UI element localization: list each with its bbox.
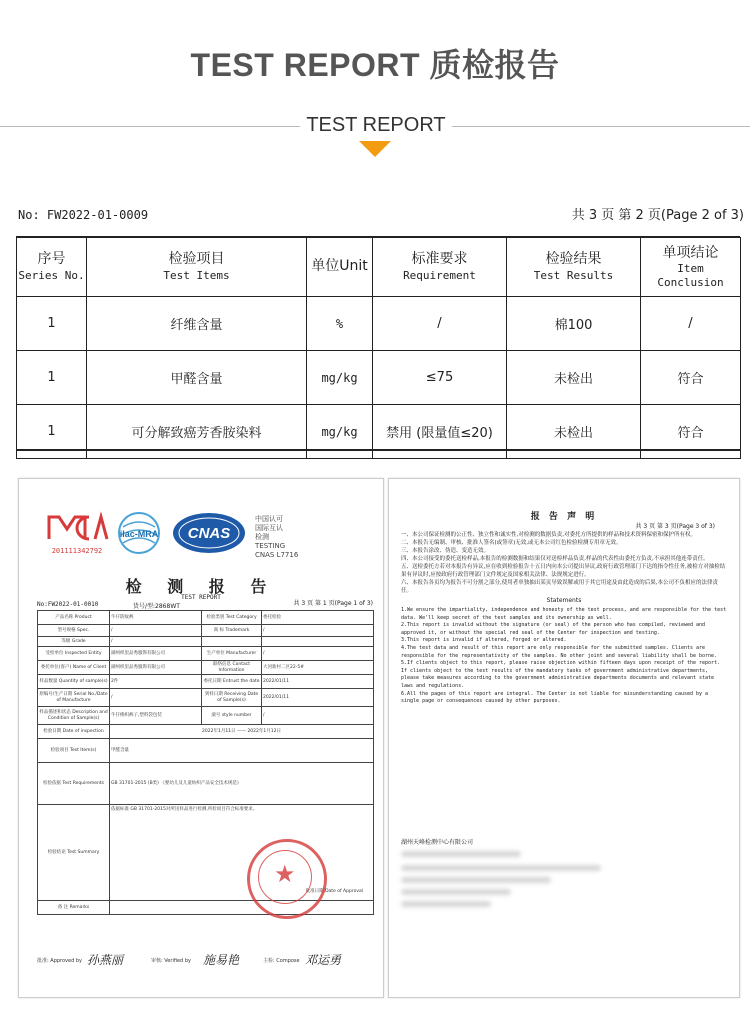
doc-subtitle: TEST REPORT [181, 594, 221, 601]
cell-result: 未检出 [507, 405, 641, 459]
cell-result: 未检出 [507, 351, 641, 405]
blurred-text [401, 865, 601, 871]
cell-no: 1 [17, 297, 87, 351]
doc-title: 检 测 报 告 [125, 577, 277, 596]
report-number: No: FW2022-01-0009 [18, 208, 149, 222]
statement-title: 报 告 声 明 [530, 512, 598, 522]
hero-title [0, 40, 750, 86]
statements-heading: Statements [546, 597, 582, 604]
cell-item: 可分解致癌芳香胺染料 [87, 405, 307, 459]
cell-no: 1 [17, 351, 87, 405]
statement-footer: 湖州天峰检测中心有限公司 [401, 839, 474, 846]
down-arrow-icon [359, 141, 391, 157]
cell-unit: mg/kg [307, 351, 373, 405]
divider-line-right [452, 126, 750, 127]
cell-conclusion: 符合 [641, 405, 741, 459]
report-meta [18, 204, 744, 226]
table-bottom-rule [16, 449, 740, 451]
results-table [16, 237, 741, 459]
cma-code: 201111342792 [51, 547, 103, 555]
cell-requirement: ≤75 [373, 351, 507, 405]
header-requirement: 标准要求 Requirement [373, 238, 507, 297]
header-results: 检验结果 Test Results [507, 238, 641, 297]
cell-result: 棉100 [507, 297, 641, 351]
cell-item: 甲醛含量 [87, 351, 307, 405]
header-series: 序号 Series No. [17, 238, 87, 297]
cell-unit: % [307, 297, 373, 351]
cnas-logo-icon [171, 509, 247, 557]
doc-page: 共 3 页 第 1 页(Page 1 of 3) [293, 600, 373, 607]
cell-conclusion: / [641, 297, 741, 351]
signature-line: 批准: Approved by 孙燕丽 审核: Verified by 施易艳 主检: Compose 邓运勇 [37, 953, 342, 967]
doc-sample: 货号/型:2868WT [133, 603, 180, 610]
header-conclusion: 单项结论 Item Conclusion [641, 238, 741, 297]
section-subtitle: TEST REPORT [306, 114, 446, 136]
doc-info-table: 产品名称 Product 牛仔防蚊裤 检验类别 Test Category 委托检验 型号规格 Spec. / 商 标 Trademark / 等级 Grade / 受检单位 Inspected Entity 湖州织里品秀服饰有限公司 生产单位 Manufacturer / 委托单位(客户) Name of Client 湖州织里品秀服饰有限公司 联络信息 Contact Information 大河新村二区22-5# 样品数量 Quantity of sample(s) 2件 委托日期 Entrust the date 2022/01/11 原编号/生产日期 Serial No./Date of Manufacture / 到样日期 Receiving Date of Sample(s) 2022/01/11 样品描述和状态 Description and Condition of Sample(s) 牛仔梭织裤子,塑料袋包装 滚号 style number / 检验日期 Date of inspection 2022年1月11日 —— 2022年1月12日 检验项目 Test Item(s) 甲醛含量 检验依据 Test Requirements GB 31701-2015 (B类) 《婴幼儿及儿童纺织产品安全技术规范》 检验结论 Test Summary 依据标准 GB 31701-2015对所送样品进行检测,所检项目符合标准要求。 批准日期 Date of Approval 备 注 Remarks [37, 610, 374, 915]
header-unit: 单位Unit [307, 238, 373, 297]
cnas-caption: 中国认可 国际互认 检测 TESTING CNAS L7716 [255, 515, 299, 559]
cell-conclusion: 符合 [641, 351, 741, 405]
report-page: 共 3 页 第 2 页(Page 2 of 3) [571, 208, 744, 223]
composer-signature: 邓运勇 [305, 953, 342, 967]
certification-logos [45, 509, 365, 565]
hero-title-en: TEST REPORT [190, 47, 430, 83]
table-row [17, 297, 741, 351]
cell-requirement: 禁用 (限量值≤20) [373, 405, 507, 459]
red-seal-icon: ★ [247, 839, 327, 919]
section-divider [0, 112, 750, 142]
divider-line-left [0, 126, 300, 127]
blurred-text [401, 877, 551, 883]
cell-item: 纤维含量 [87, 297, 307, 351]
table-header-row [17, 238, 741, 297]
blurred-text [401, 901, 491, 907]
report-page-3-image [388, 478, 740, 998]
cnas-text: CNAS [187, 525, 231, 542]
statement-page: 共 3 页 第 3 页(Page 3 of 3) [635, 523, 715, 530]
report-page-1-image [18, 478, 384, 998]
cell-unit: mg/kg [307, 405, 373, 459]
cma-logo-icon [45, 509, 109, 557]
hero-title-cn: 质检报告 [429, 46, 560, 84]
blurred-text [401, 889, 511, 895]
cell-no: 1 [17, 405, 87, 459]
doc-number: No:FW2022-01-0010 [37, 601, 99, 608]
blurred-text [401, 851, 521, 857]
ilac-mra-logo-icon [113, 511, 165, 557]
ilac-text: ilac-MRA [119, 529, 159, 539]
cell-requirement: / [373, 297, 507, 351]
approver-signature: 孙燕丽 [87, 953, 124, 967]
verifier-signature: 施易艳 [203, 953, 240, 967]
statement-body: 一、本公司保证检测的公正性、独立性和诚实性,对检测的数据负责,对委托方所提供的样品和技术资料保密和保护所有权。 二、本报告无编制、审核、批准人签名(或签章)无效,或无本公司红色检验检测专用章无效。 三、本报告涂改、伪造、变造无效。 四、本公司接受的委托送检样品,本报告的检测数据和结果仅对送检样品负责,样品的代表性由委托方负责,不承担其他连带责任。 五、送检委托方若对本报告有异议,应在收到检验报告十五日内向本公司提出异议,政府行政管理部门下达的指令性任务,被检方对抽检结果有异议时,应按政府行政管理部门文件规定及国家相关法律、法规规定进行。 六、本报告各页均为报告不可分割之部分,使用者单独抽出某页导致误解或用于其它用途及由此造成的后果,本公司不负相应的法律责任。 Statements 1.We ensure the impartiality, independence and honesty of the test process, and are responsible for the test data. We'll keep secret of the test samples and its ownership as well. 2.This report is invalid without the signature (or seal) of the person who has compiled, reviewed and approved it, or without the special red seal of the Center for inspection and testing. 3.This report is invalid if altered, forged or altered. 4.The test data and result of this report are only responsible for the submitted samples. Clients are responsible for the representativity of the samples. No other joint and several liability shall be borne. 5.If clients object to this report, please raise objection within fifteen days upon receipt of the report. If clients object to the test results of the mandatory tasks of government administrative departments, please take measures according to the government administrative departments documents and relevant state laws and regulations. 6.All the pages of this report are integral. The Center is not liable for misunderstanding caused by a single page or consequences caused by other purposes. [401, 532, 727, 705]
header-items: 检验项目 Test Items [87, 238, 307, 297]
table-row [17, 351, 741, 405]
